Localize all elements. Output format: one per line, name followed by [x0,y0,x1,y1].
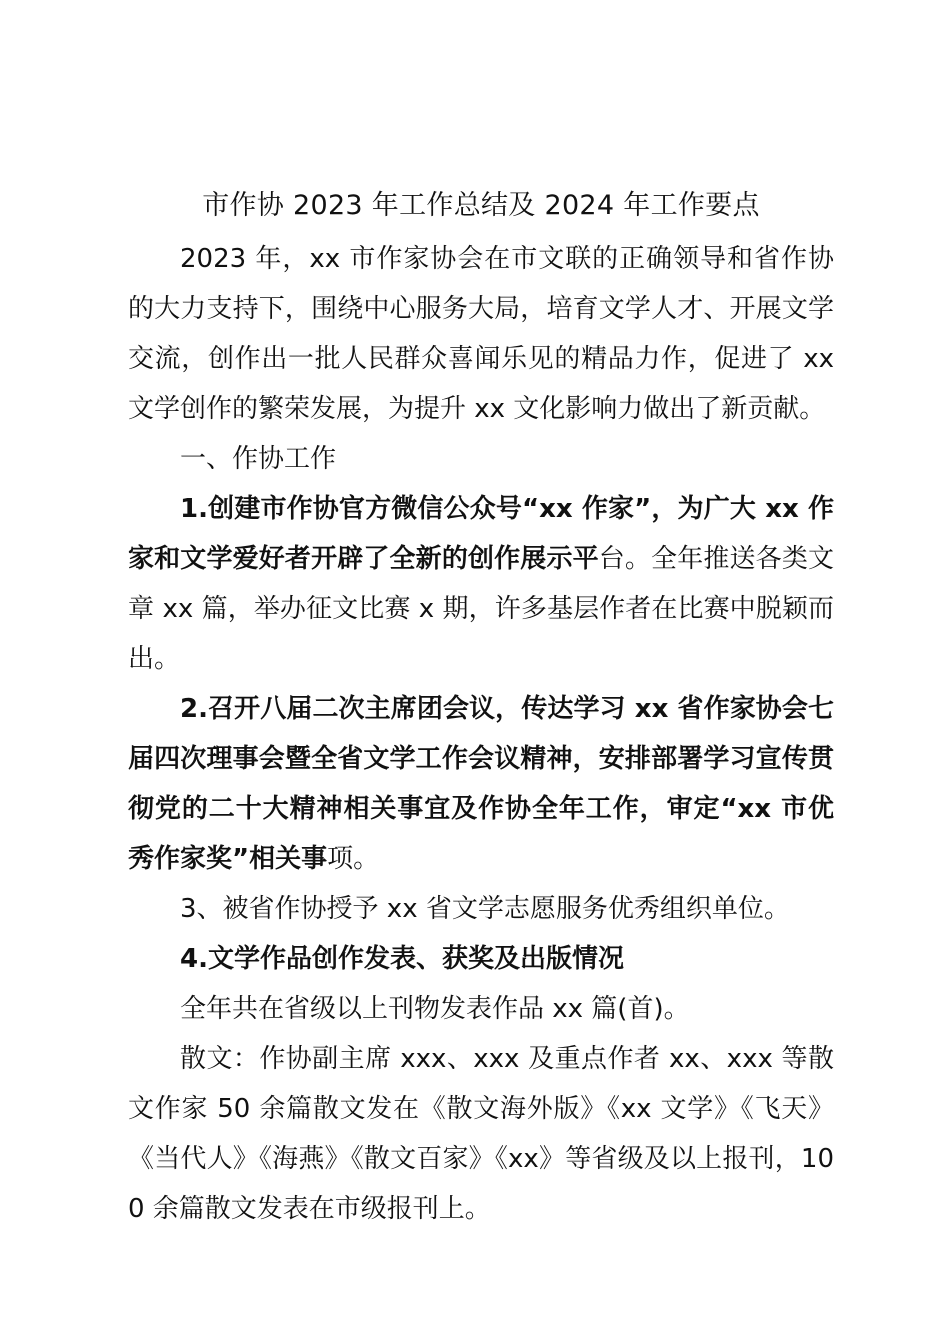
intro-paragraph: 2023 年，xx 市作家协会在市文联的正确领导和省作协的大力支持下，围绕中心服务大局，培育文学人才、开展文学交流，创作出一批人民群众喜闻乐见的精品力作，促进了 xx 文学创作的繁荣发展，为提升 xx 文化影响力做出了新贡献。 [128,244,834,424]
item-3-paragraph: 3、被省作协授予 xx 省文学志愿服务优秀组织单位。 [180,894,790,924]
section-heading-work: 一、作协工作 [180,444,337,474]
item-1-bold-text: 1.创建市作协官方微信公众号“xx 作家”，为广大 xx 作家和文学爱好者开辟了全新的创作展示平 [128,494,834,574]
item-1-normal-text: 台。全年推送各类文章 xx 篇，举办征文比赛 x 期，许多基层作者在比赛中脱颖而出。 [128,544,834,674]
item-2-normal-text: 项。 [327,844,380,874]
item-4-summary: 全年共在省级以上刊物发表作品 xx 篇(首)。 [180,994,690,1024]
document-body [128,184,834,1234]
item-2-bold-text: 2.召开八届二次主席团会议，传达学习 xx 省作家协会七届四次理事会暨全省文学工作会议精神，安排部署学习宣传贯彻党的二十大精神相关事宜及作协全年工作，审定“xx 市优秀作家奖”相关事 [128,694,834,874]
item-4-heading: 4.文学作品创作发表、获奖及出版情况 [180,944,624,974]
item-2-paragraph [128,684,834,884]
document-title: 市作协 2023 年工作总结及 2024 年工作要点 [202,190,760,221]
item-1-paragraph [128,484,834,684]
prose-paragraph: 散文：作协副主席 xxx、xxx 及重点作者 xx、xxx 等散文作家 50 余篇散文发在《散文海外版》《xx 文学》《飞天》《当代人》《海燕》《散文百家》《xx》等省级及以上报刊，100 余篇散文发表在市级报刊上。 [128,1044,834,1224]
